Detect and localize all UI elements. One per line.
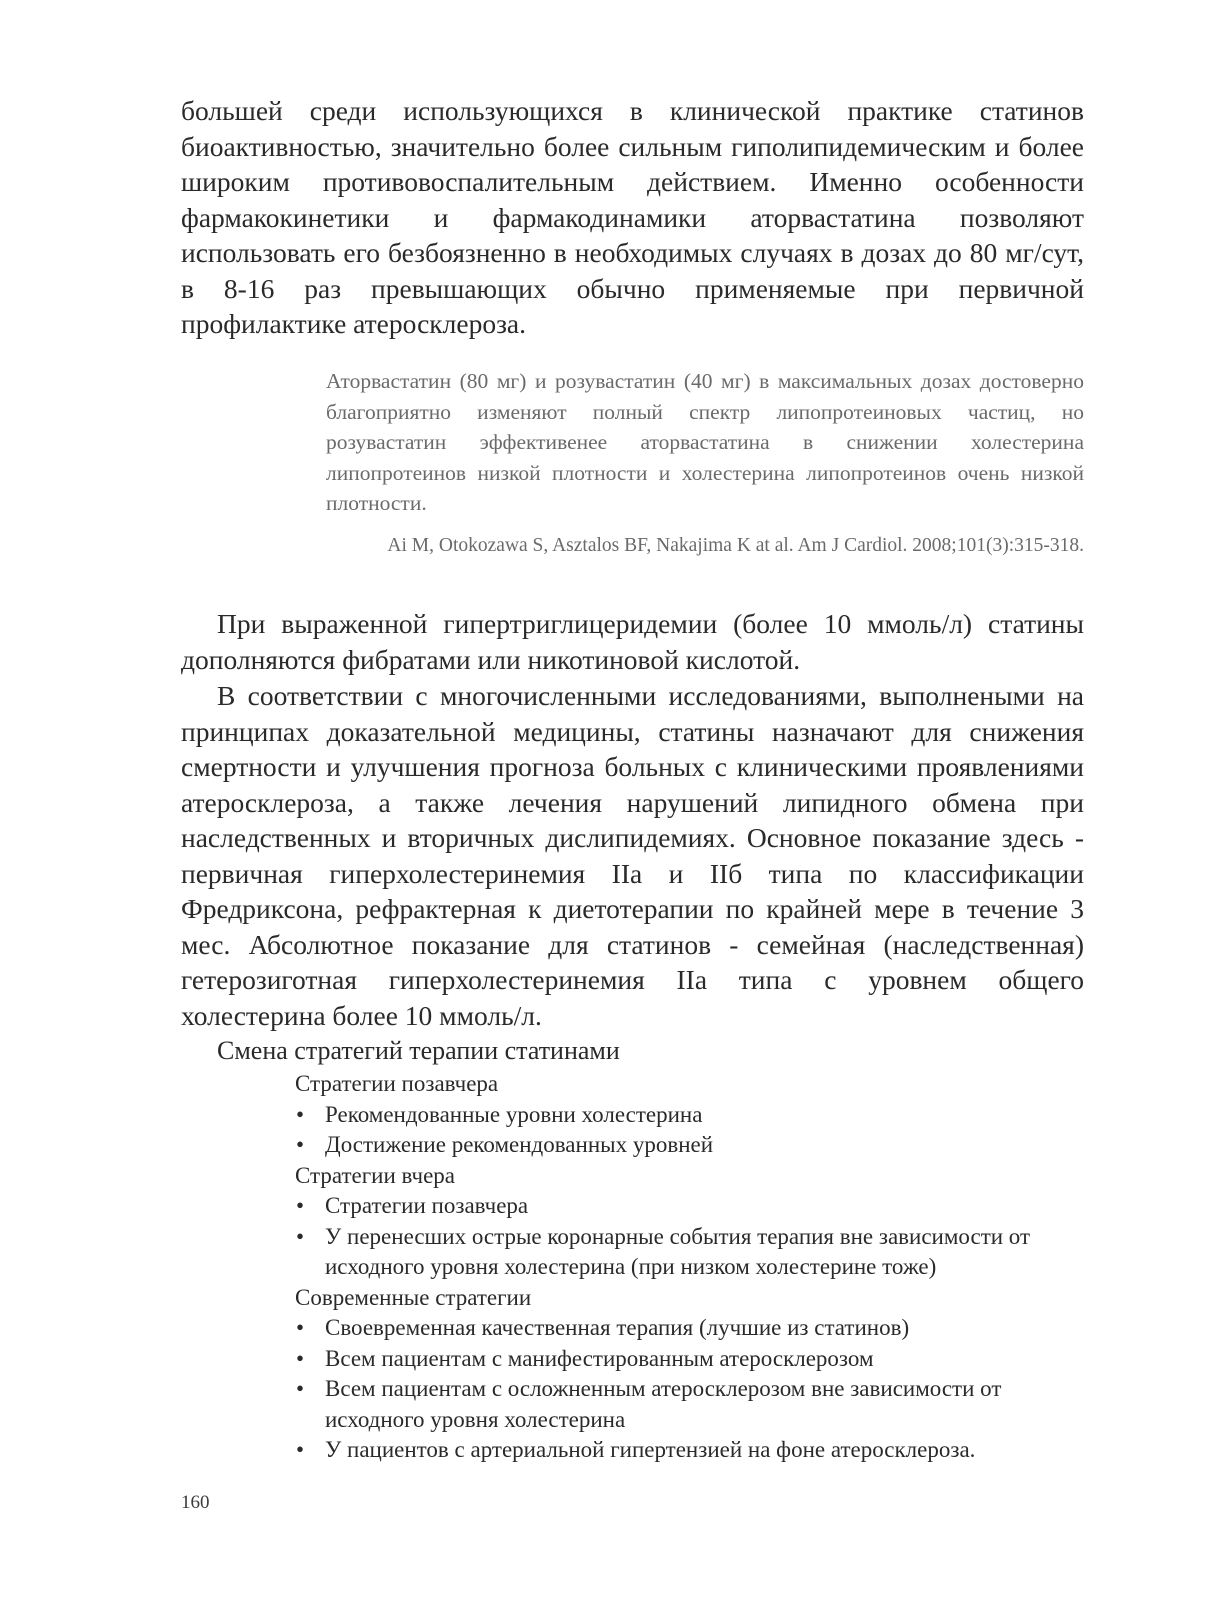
body-paragraph-3: В соответствии с многочисленными исследованиями, выполнеными на принципах доказательной медицины, статины назначают для снижения смертности и улучшения прогноза больных с клиническими проявлениями атеросклероза, а также лечения нарушений липидного обмена при наследственных и вторичных дислипидемиях. Основное показание здесь - первичная гиперхолестеринемия IIа и IIб типа по классификации Фредриксона, рефрактерная к диетотерапии по крайней мере в течение 3 мес. Абсолютное показание для статинов - семейная (наследственная) гетерозиготная гиперхолестеринемия IIа типа с уровнем общего холестерина более 10 ммоль/л.: [181, 680, 1084, 1031]
list-item: [295, 1435, 1095, 1466]
bullet-icon: •: [296, 1376, 305, 1401]
list-item-text: Своевременная качественная терапия (лучшие из статинов): [325, 1315, 910, 1340]
list-item-text: У перенесших острые коронарные события терапия вне зависимости от исходного уровня холестерина (при низком холестерине тоже): [325, 1223, 1031, 1279]
bullet-icon: •: [296, 1132, 305, 1157]
list-item: [295, 1222, 1095, 1283]
bullet-icon: •: [296, 1315, 305, 1340]
bullet-icon: •: [296, 1193, 305, 1218]
list-item-text: Всем пациентам с осложненным атеросклерозом вне зависимости от исходного уровня холестерина: [325, 1376, 1002, 1432]
bullet-icon: •: [296, 1437, 305, 1462]
list-item: [295, 1344, 1095, 1375]
strategies-heading: Смена стратегий терапии статинами: [217, 1036, 620, 1065]
group-title-day-before-yesterday: Стратегии позавчера: [295, 1071, 499, 1096]
page-number: 160: [181, 1492, 210, 1513]
group-title-current: Современные стратегии: [295, 1284, 532, 1310]
bullet-icon: •: [296, 1223, 305, 1249]
body-paragraph-2: При выраженной гипертриглицеридемии (более 10 ммоль/л) статины дополняются фибратами или никотиновой кислотой.: [181, 608, 1084, 675]
list-item-text: Достижение рекомендованных уровней: [325, 1132, 714, 1157]
bullet-icon: •: [296, 1101, 305, 1127]
list-item: [295, 1374, 1095, 1435]
list-item-text: Стратегии позавчера: [325, 1193, 529, 1218]
group-title-yesterday: Стратегии вчера: [295, 1162, 456, 1188]
list-item: [295, 1313, 1095, 1344]
group-list-day-before-yesterday: [295, 1100, 1095, 1161]
list-item-text: Рекомендованные уровни холестерина: [325, 1101, 703, 1127]
list-item: [295, 1191, 1095, 1222]
highlight-quote: Аторвастатин (80 мг) и розувастатин (40 мг) в максимальных дозах достоверно благоприятно изменяют полный спектр липопротеиновых частиц, но розувастатин эффективенее аторвастатина в снижении холестерина липопротеинов низкой плотности и холестерина липопротеинов очень низкой плотности.: [326, 369, 1084, 515]
body-paragraph-1: большей среди использующихся в клинической практике статинов биоактивностью, значительно более сильным гиполипидемическим и более широким противовоспалительным действием. Именно особенности фармакокинетики и фармакодинамики аторвастатина позволяют использовать его безбоязненно в необходимых случаях в дозах до 80 мг/сут, в 8-16 раз превышающих обычно применяемые при первичной профилактике атеросклероза.: [181, 95, 1084, 339]
quote-citation: Ai M, Otokozawa S, Asztalos BF, Nakajima K at al. Am J Cardiol. 2008;101(3):315-318.: [387, 535, 1084, 556]
list-item-text: Всем пациентам с манифестированным атеросклерозом: [325, 1345, 874, 1371]
group-list-yesterday: [295, 1191, 1095, 1283]
strategies-list: [295, 1069, 1095, 1466]
list-item: [295, 1130, 1095, 1161]
group-list-current: [295, 1313, 1095, 1466]
bullet-icon: •: [296, 1345, 305, 1371]
list-item: [295, 1100, 1095, 1131]
list-item-text: У пациентов с артериальной гипертензией на фоне атеросклероза.: [325, 1437, 976, 1462]
